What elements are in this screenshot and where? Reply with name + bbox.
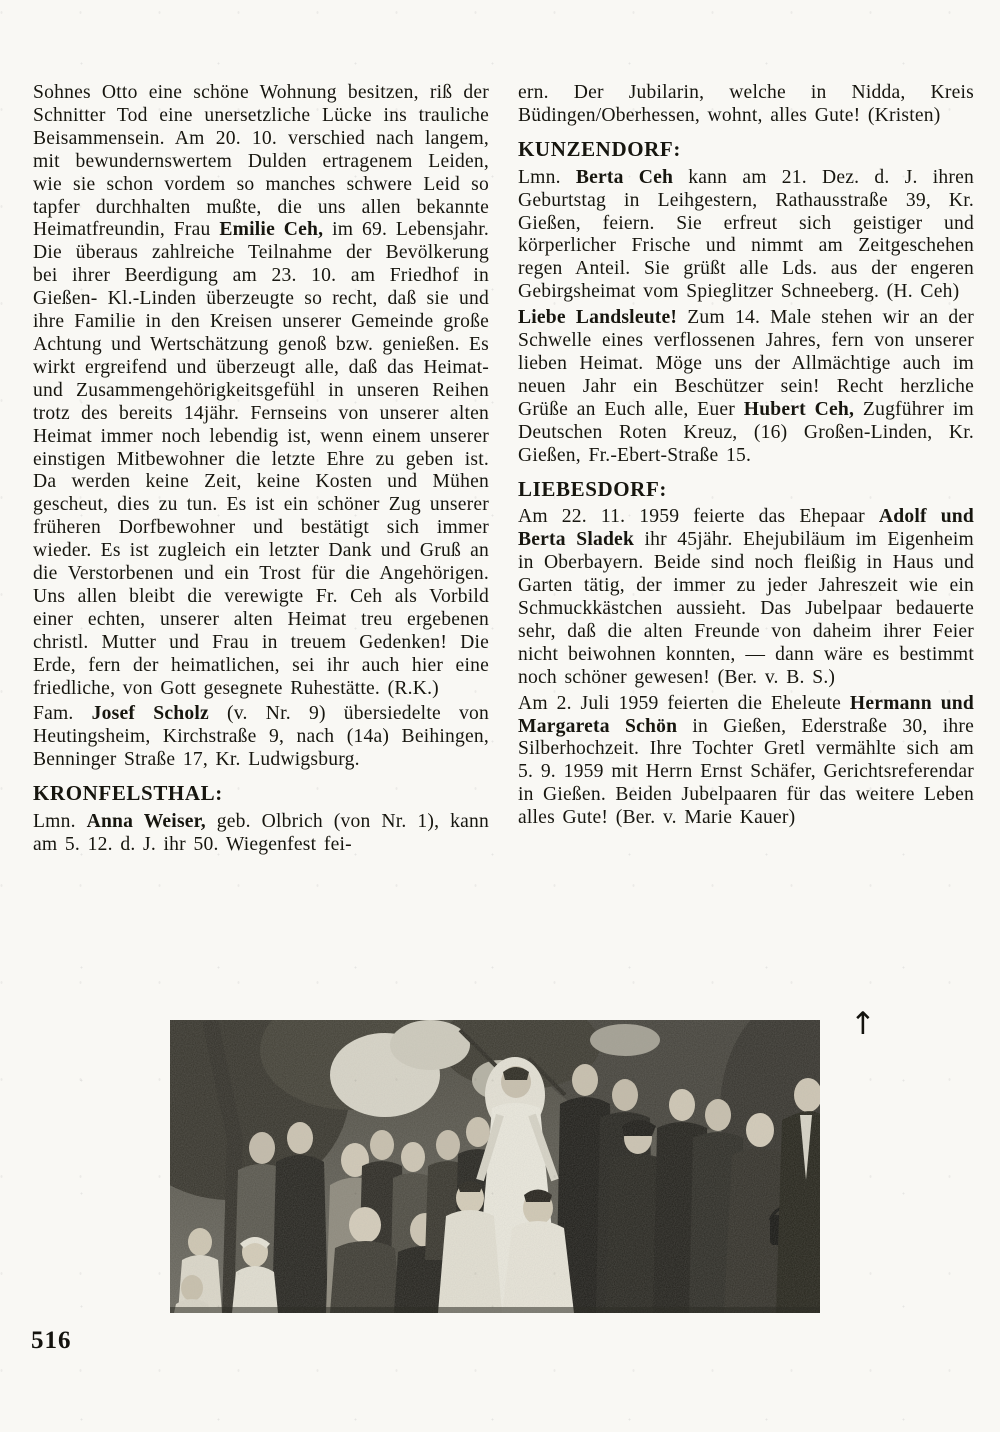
person-name-anna-weiser: Anna Weiser, (86, 811, 206, 833)
body-text: Zum 14. Male stehen wir an der Schwelle eines verflossenen Jahres, fern von unserer lieben Heimat. Möge uns der Allmächtige auch im neuen Jahr ein Beschützer sein! Recht herzliche Grüße an Euch alle, Euer (518, 307, 975, 420)
arrow-up-icon: ↑ (850, 1006, 876, 1042)
person-name-adolf-berta-sladek: Adolf und Berta Sladek (518, 506, 975, 551)
body-text: Lmn. (33, 811, 87, 833)
person-name-hubert-ceh: Hubert Ceh, (743, 398, 855, 420)
paragraph-berta-ceh-birthday (518, 167, 974, 304)
right-column (518, 82, 974, 857)
body-text: Sohnes Otto eine schöne Wohnung besitzen, riß der Schnitter Tod eine unersetzliche Lücke ins trauliche Beisammensein. Am 20. 10. verschied nach langem, mit bewundernswertem Dulden ertragenem Leiden, wie sie schon vordem so manches schwere Leid so tapfer durchhalten mußte, die uns allen bekannte Heimatfreundin, Frau (33, 82, 489, 241)
paragraph-liebe-landsleute-greeting (518, 307, 974, 467)
paragraph-josef-scholz-move (33, 703, 489, 772)
body-text: Fam. (33, 703, 92, 725)
paragraph-jubilarin-nidda (518, 82, 974, 128)
body-text: Lmn. (518, 166, 576, 188)
body-text: Zugführer im Deutschen Roten Kreuz, (16) Großen-Linden, Kr. Gießen, Fr.-Ebert-Straße 15. (518, 398, 974, 466)
person-name-emilie-ceh: Emilie Ceh, (219, 219, 324, 241)
person-name-josef-scholz: Josef Scholz (91, 703, 209, 725)
body-text: (v. Nr. 9) übersiedelte von Heutingsheim, Kirchstraße 9, nach (14a) Beihingen, Benninger Straße 17, Kr. Ludwigsburg. (33, 703, 489, 771)
body-text: Am 2. Juli 1959 feierten die Eheleute (518, 692, 850, 714)
text-columns (33, 82, 974, 857)
section-heading-kronfelsthal: KRONFELSTHAL: (33, 781, 223, 806)
body-text: Am 22. 11. 1959 feierte das Ehepaar (518, 506, 879, 528)
section-heading-liebesdorf: LIEBESDORF: (518, 476, 667, 501)
paragraph-sladek-anniversary (518, 506, 974, 689)
body-text: in Gießen, Ederstraße 30, ihre Silberhochzeit. Ihre Tochter Gretl vermählte sich am 5. 9. 1959 mit Herrn Ernst Schäfer, Gerichtsreferendar in Gießen. Beiden Jubelpaaren für das weitere Leben alles Gute! (Ber. v. Marie Kauer) (518, 715, 974, 829)
section-heading-kunzendorf: KUNZENDORF: (518, 136, 681, 161)
paragraph-obituary-emilie-ceh (33, 82, 489, 700)
left-column (33, 82, 489, 857)
paragraph-schoen-silberhochzeit (518, 693, 974, 830)
page-number: 516 (31, 1327, 72, 1354)
salutation-liebe-landsleute: Liebe Landsleute! (518, 307, 678, 329)
body-text: geb. Olbrich (von Nr. 1), kann am 5. 12. d. J. ihr 50. Wiegenfest fei- (33, 811, 489, 855)
body-text: ihr 45jähr. Ehejubiläum im Eigenheim in Oberbayern. Beide sind noch fleißig in Haus und Garten tätig, der immer zu jeder Jahreszeit wie ein Schmuckkästchen aussieht. Das Jubelpaar bedauerte sehr, daß die alten Freunde von daheim ihrer Feier nicht beiwohnen konnten, — dann wäre es bestimmt noch schöner gewesen! (Ber. v. B. S.) (518, 529, 974, 688)
person-name-hermann-margareta-schoen: Hermann und Margareta Schön (518, 692, 974, 737)
person-name-berta-ceh: Berta Ceh (575, 166, 674, 188)
paragraph-anna-weiser-birthday (33, 811, 489, 857)
body-text: ern. Der Jubilarin, welche in Nidda, Kreis Büdingen/Oberhessen, wohnt, alles Gute! (Kristen) (518, 82, 974, 126)
group-photo (170, 1020, 820, 1313)
body-text: kann am 21. Dez. d. J. ihren Geburtstag in Leihgestern, Rathausstraße 39, Kr. Gießen, feiern. Sie erfreut sich geistiger und körperlicher Frische und nimmt am Zeitgeschehen regen Anteil. Sie grüßt alle Lds. aus der engeren Gebirgsheimat vom Spieglitzer Schneeberg. (H. Ceh) (518, 166, 974, 303)
body-text: im 69. Lebensjahr. Die überaus zahlreiche Teilnahme der Bevölkerung bei ihrer Beerdigung am 23. 10. am Friedhof in Gießen- Kl.-Linden überzeugte so recht, daß sie und ihre Familie in den Kreisen unserer Gemeinde große Achtung und Wertschätzung genoß bzw. genießen. Es wirkt ergreifend und überzeugt alle, daß das Heimat- und Zusammengehörigkeitsgefühl in unseren Reihen trotz des bereits 14jähr. Fernseins von unserer alten Heimat immer noch lebendig ist, wenn einem unserer einstigen Mitbewohner die letzte Ehre zu geben ist. Da werden keine Zeit, keine Kosten und Mühen gescheut, dies zu tun. Es ist ein schöner Zug unserer früheren Dorfbewohner und bestätigt sich immer wieder. Es ist zugleich ein letzter Dank und Gruß an die Verstorbenen und ein Trost für die Angehörigen. Uns allen bleibt die verewigte Fr. Ceh als Vorbild einer echten, unserer alten Heimat treu ergebenen christl. Mutter und Frau in treuem Gedenken! Die Erde, fern der heimatlichen, sei ihr auch hier eine friedliche, von Gott gesegnete Ruhestätte. (R.K.) (33, 219, 489, 699)
